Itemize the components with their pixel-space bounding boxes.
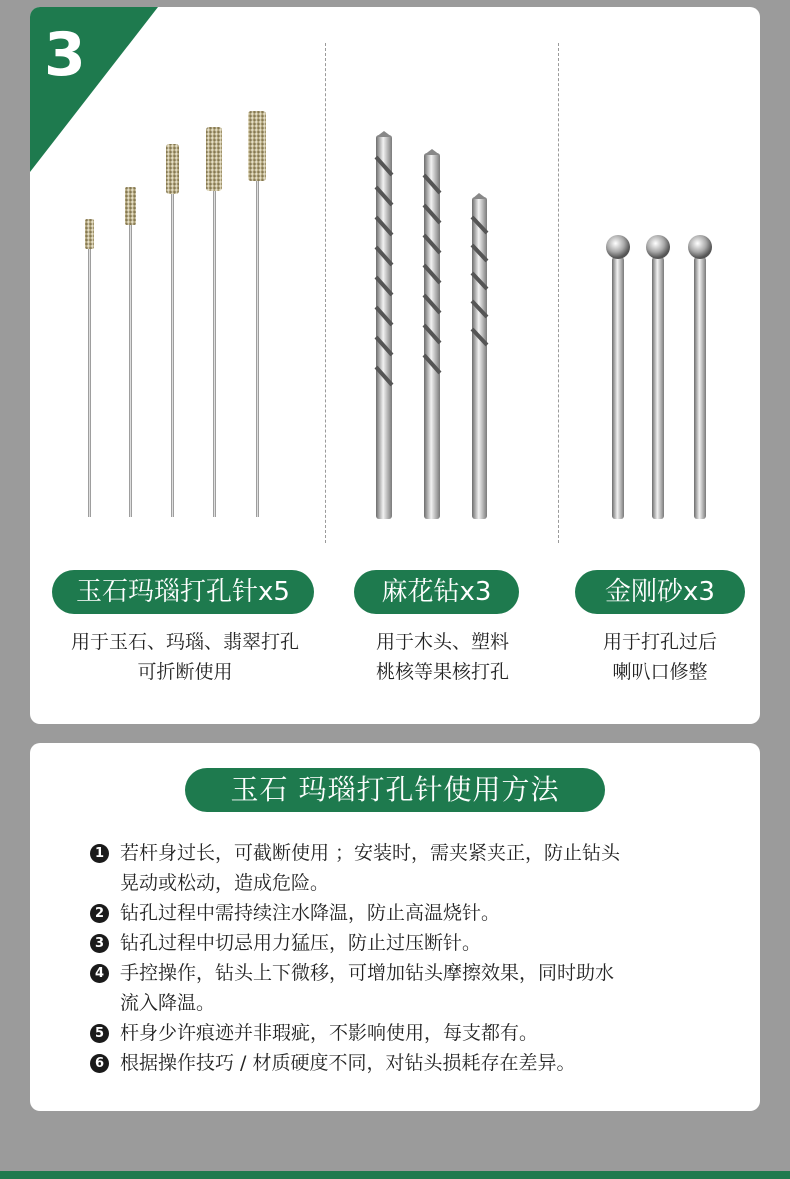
usage-panel <box>30 743 760 1111</box>
needle-4 <box>206 127 222 517</box>
needle-1 <box>85 219 94 517</box>
product-desc-twist-drill <box>330 627 555 687</box>
twist-drill-3 <box>472 193 487 519</box>
product-panel <box>30 7 760 724</box>
step-number-badge: 4 <box>90 964 109 983</box>
ball-burr-3 <box>688 235 712 519</box>
ball-burr-1 <box>606 235 630 519</box>
needle-5 <box>248 111 266 517</box>
step-text: 钻孔过程中需持续注水降温，防止高温烧针。 <box>120 902 501 924</box>
product-title-twist-drill: 麻花钻x3 <box>354 570 519 614</box>
step-number-badge: 1 <box>90 844 109 863</box>
desc-line: 可折断使用 <box>137 661 233 683</box>
usage-step <box>88 958 728 1018</box>
step-text: 钻孔过程中切忌用力猛压，防止过压断针。 <box>120 932 482 954</box>
step-text: 若杆身过长，可截断使用 ；安装时，需夹紧夹正，防止钻头 <box>120 842 621 864</box>
product-title-needles: 玉石玛瑙打孔针x5 <box>52 570 314 614</box>
step-text: 根据操作技巧 / 材质硬度不同，对钻头损耗存在差异。 <box>120 1052 576 1074</box>
desc-line: 用于木头、塑料 <box>375 631 509 653</box>
desc-line: 喇叭口修整 <box>612 661 708 683</box>
step-number-badge: 5 <box>90 1024 109 1043</box>
twist-drill-2 <box>424 149 440 519</box>
product-title-ball-burr: 金刚砂x3 <box>575 570 745 614</box>
step-text: 杆身少许痕迹并非瑕疵，不影响使用，每支都有。 <box>120 1022 539 1044</box>
step-number-badge: 2 <box>90 904 109 923</box>
panel-number: 3 <box>44 20 86 90</box>
ball-burr-2 <box>646 235 670 519</box>
usage-title: 玉石 玛瑙打孔针使用方法 <box>185 768 605 812</box>
needle-3 <box>166 144 179 517</box>
tools-illustration <box>30 7 760 547</box>
usage-steps <box>88 838 728 1078</box>
step-number-badge: 6 <box>90 1054 109 1073</box>
step-text: 晃动或松动，造成危险。 <box>120 872 330 894</box>
usage-step <box>88 1048 728 1078</box>
step-number-badge: 3 <box>90 934 109 953</box>
desc-line: 用于玉石、玛瑙、翡翠打孔 <box>70 631 299 653</box>
product-desc-needles <box>40 627 330 687</box>
needle-2 <box>125 187 136 517</box>
bottom-accent-strip <box>0 1171 790 1179</box>
step-text: 流入降温。 <box>120 992 216 1014</box>
desc-line: 用于打孔过后 <box>602 631 717 653</box>
usage-step <box>88 898 728 928</box>
usage-step <box>88 1018 728 1048</box>
product-desc-ball-burr <box>565 627 755 687</box>
twist-drill-1 <box>376 131 392 519</box>
desc-line: 桃核等果核打孔 <box>375 661 509 683</box>
usage-step <box>88 928 728 958</box>
usage-step <box>88 838 728 898</box>
step-text: 手控操作，钻头上下微移，可增加钻头摩擦效果，同时助水 <box>120 962 615 984</box>
